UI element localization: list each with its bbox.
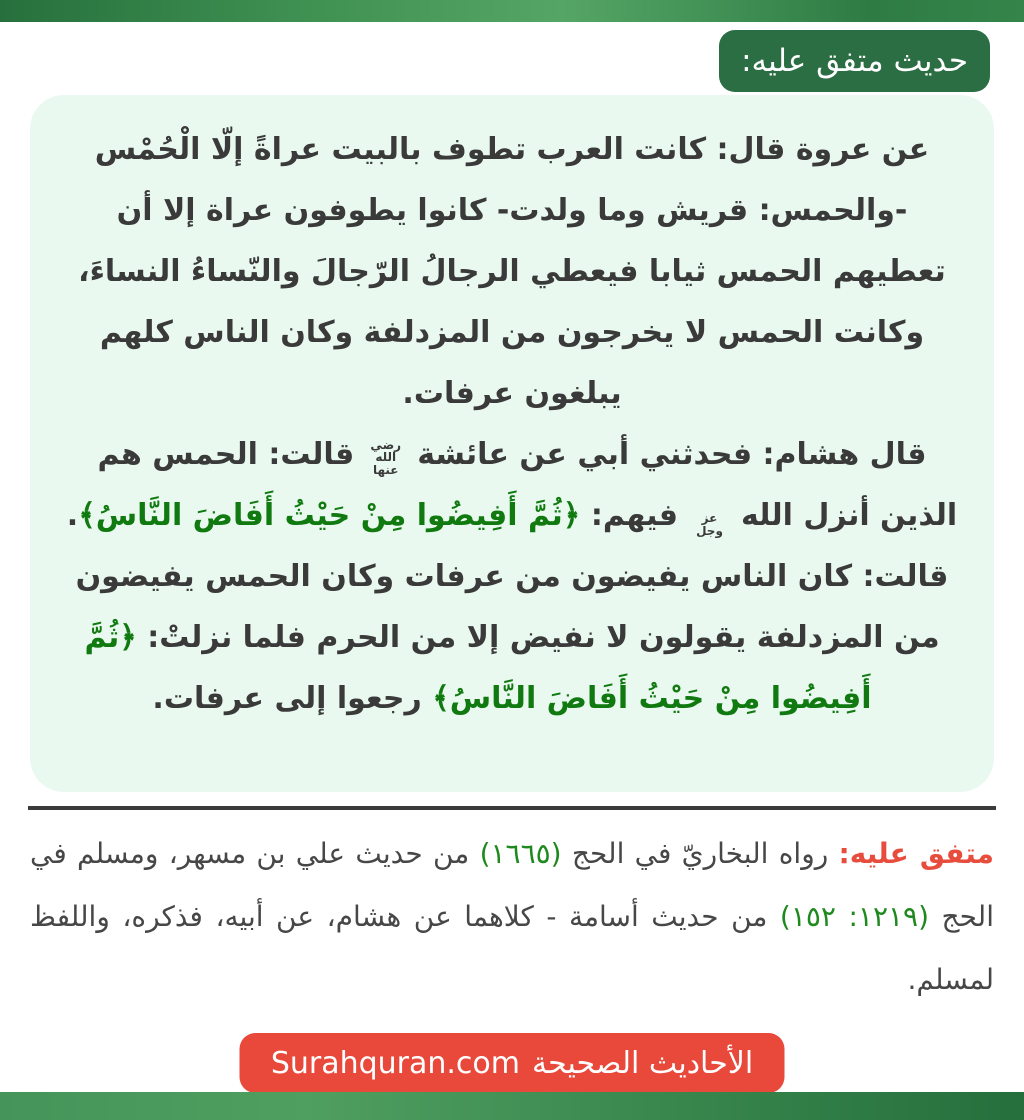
site-badge-url: Surahquran.com xyxy=(270,1045,520,1081)
hadith-matn: عن عروة قال: كانت العرب تطوف بالبيت عراةً إلّا الْحُمْس -والحمس: قريش وما ولدت- كانوا يطوفون عراة إلا أن تعطيهم الحمس ثيابا فيعطي الرجالُ الرّجالَ والنّساءُ النساءَ، وكانت الحمس لا يخرجون من المزدلفة وكان الناس كلهم يبلغون عرفات. xyxy=(78,132,946,411)
hadith-text xyxy=(64,119,960,729)
site-badge[interactable] xyxy=(240,1033,785,1093)
bottom-green-bar xyxy=(0,1092,1024,1120)
grading-label: متفق عليه: xyxy=(838,837,994,870)
header-badge-label: حديث متفق عليه: xyxy=(741,43,968,79)
quran-verse: ﴿ثُمَّ أَفِيضُوا مِنْ حَيْثُ أَفَاضَ النَّاسُ﴾ xyxy=(78,498,581,533)
header-badge xyxy=(719,30,990,92)
hadith-matn: . قالت: كان الناس يفيضون من عرفات وكان الحمس يفيضون من المزدلفة يقولون لا نفيض إلا من الحرم فلما نزلتْ: xyxy=(66,498,949,655)
hadith-number-bukhari: (١٦٦٥) xyxy=(479,837,562,870)
takhrij-text: من حديث علي بن مسهر، ومسلم في الحج xyxy=(30,837,994,933)
hadith-card xyxy=(30,95,994,792)
top-green-bar xyxy=(0,0,1024,22)
hadith-number-muslim: (١٢١٩: ١٥٢) xyxy=(779,900,930,933)
site-badge-series-label: الأحاديث الصحيحة xyxy=(532,1045,754,1081)
quran-verse: ﴿ثُمَّ أَفِيضُوا مِنْ حَيْثُ أَفَاضَ النَّاسُ﴾ xyxy=(84,620,872,716)
takhrij-paragraph xyxy=(30,822,994,1011)
hadith-matn: فيهم: xyxy=(580,498,689,533)
honorific-radiallahu-anha: رضي الله عنها xyxy=(370,437,402,477)
takhrij-text: رواه البخاريّ في الحج xyxy=(561,837,839,870)
honorific-azza-wa-jall: عز وجل xyxy=(696,511,723,538)
section-divider xyxy=(28,806,996,810)
hadith-matn: رجعوا إلى عرفات. xyxy=(152,681,433,716)
hadith-matn: قال هشام: فحدثني أبي عن عائشة xyxy=(406,437,927,472)
hadith-matn: قالت: الحمس هم الذين أنزل الله xyxy=(97,437,958,533)
takhrij-text: من حديث أسامة - كلاهما عن هشام، عن أبيه، فذكره، واللفظ لمسلم. xyxy=(30,900,994,996)
